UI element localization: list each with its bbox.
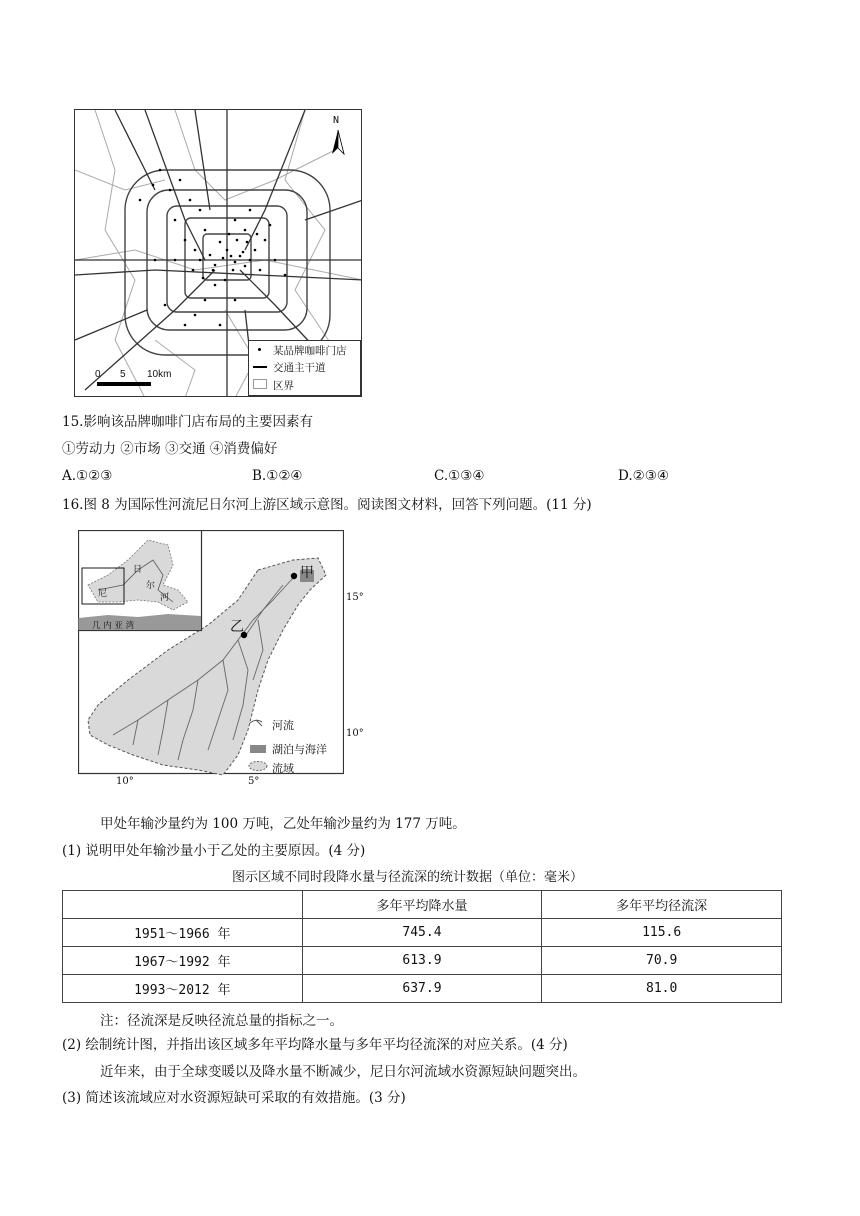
- q16-material: 甲处年输沙量约为 100 万吨，乙处年输沙量约为 177 万吨。: [100, 816, 466, 832]
- q15-option-d[interactable]: D.②③④: [618, 468, 669, 484]
- lon-label-10: 10°: [116, 776, 134, 787]
- inset-label-ri: 日: [133, 565, 143, 575]
- place-jia-label: 甲: [300, 564, 314, 580]
- table-cell: 1967～1992 年: [63, 947, 303, 975]
- table-header-cell: 多年平均径流深: [542, 891, 782, 919]
- q16-sub2: (2) 绘制统计图，并指出该区域多年平均降水量与多年平均径流深的对应关系。(4 分): [62, 1037, 568, 1053]
- place-jia-dot: [291, 573, 297, 579]
- scale-label-0: 0: [95, 369, 101, 380]
- q16-sub1: (1) 说明甲处年输沙量小于乙处的主要原因。(4 分): [62, 843, 366, 859]
- legend-dot-icon: [258, 348, 261, 351]
- q15-items: ①劳动力 ②市场 ③交通 ④消费偏好: [62, 441, 278, 457]
- scale-bar: [97, 382, 151, 386]
- legend-district-icon: [253, 379, 267, 389]
- inset-label-er: 尔: [146, 581, 156, 591]
- table-row: [63, 919, 782, 947]
- inset-label-he: 河: [160, 593, 170, 603]
- table-row: [63, 975, 782, 1003]
- table-cell: 613.9: [302, 947, 542, 975]
- scale-label-5: 5: [120, 369, 126, 380]
- legend-label-district: 区界: [273, 380, 294, 392]
- table-cell: 1993～2012 年: [63, 975, 303, 1003]
- q16-stem: 16.图 8 为国际性河流尼日尔河上游区域示意图。阅读图文材料，回答下列问题。(11 分): [62, 497, 592, 513]
- coffee-shop-map: [74, 109, 362, 397]
- table-cell: 745.4: [302, 919, 542, 947]
- table-note: 注：径流深是反映径流总量的指标之一。: [100, 1013, 343, 1029]
- table-cell: 637.9: [302, 975, 542, 1003]
- north-arrow-icon: [332, 130, 344, 154]
- coffee-shop-dots: [139, 169, 287, 327]
- table-caption: 图示区域不同时段降水量与径流深的统计数据（单位：毫米）: [232, 870, 584, 885]
- scale-label-10km: 10km: [147, 369, 172, 380]
- map1-legend: [248, 340, 361, 396]
- table-cell: 1951～1966 年: [63, 919, 303, 947]
- legend-label-basin: 流域: [272, 763, 294, 775]
- legend-road-icon: [253, 366, 267, 368]
- legend-label-shop: 某品牌咖啡门店: [273, 345, 347, 357]
- lat-label-10: 10°: [346, 728, 364, 739]
- table-header-cell: 多年平均降水量: [302, 891, 542, 919]
- table-cell: 70.9: [542, 947, 782, 975]
- lat-label-15: 15°: [346, 592, 364, 603]
- inset-label-ni: 尼: [98, 589, 108, 599]
- north-label: N: [333, 115, 340, 126]
- table-cell: 115.6: [542, 919, 782, 947]
- q15-option-a[interactable]: A.①②③: [62, 468, 113, 484]
- legend-lake-icon: [250, 745, 266, 753]
- stats-table: [62, 890, 782, 1003]
- legend-label-river: 河流: [272, 720, 294, 732]
- q15-stem: 15.影响该品牌咖啡门店布局的主要因素有: [62, 414, 313, 430]
- legend-basin-icon: [249, 762, 267, 771]
- niger-river-map: [78, 530, 364, 790]
- legend-label-lake: 湖泊与海洋: [272, 744, 327, 756]
- q16-sub3: (3) 简述该流域应对水资源短缺可采取的有效措施。(3 分): [62, 1090, 406, 1106]
- place-yi-label: 乙: [230, 618, 244, 634]
- inset-label-gulf: 几 内 亚 湾: [92, 621, 135, 631]
- q15-option-c[interactable]: C.①③④: [434, 468, 485, 484]
- lon-label-5: 5°: [248, 776, 260, 787]
- table-cell: 81.0: [542, 975, 782, 1003]
- table-header-cell: [63, 891, 303, 919]
- table-row: [63, 947, 782, 975]
- legend-label-road: 交通主干道: [273, 362, 326, 374]
- table-header-row: [63, 891, 782, 919]
- q15-option-b[interactable]: B.①②④: [252, 468, 303, 484]
- q16-material2: 近年来，由于全球变暖以及降水量不断减少，尼日尔河流域水资源短缺问题突出。: [100, 1064, 586, 1080]
